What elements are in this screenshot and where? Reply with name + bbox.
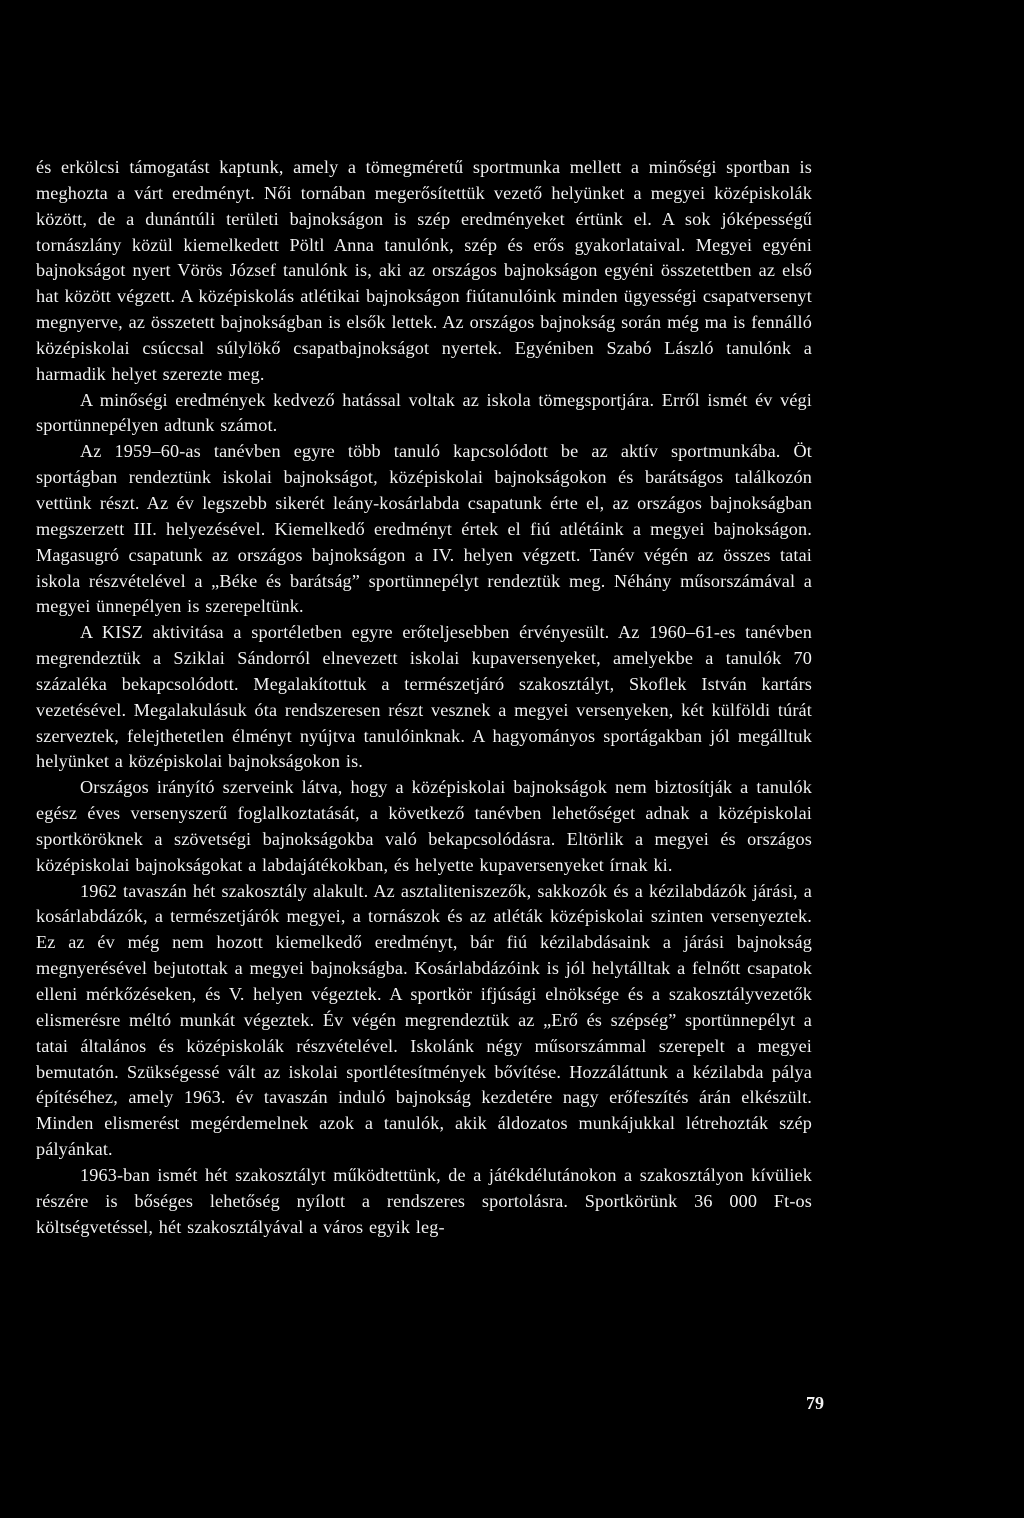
paragraph-1: és erkölcsi támogatást kaptunk, amely a tömegméretű sportmunka mellett a minőségi sportban is meghozta a várt eredményt. Női tornában megerősítettük vezető helyünket a megyei középiskolák között, de a dunántúli területi bajnokságon is szép eredményeket értünk el. A sok jóképességű tornászlány közül kiemelkedett Pöltl Anna tanulónk, szép és erős gyakorlataival. Megyei egyéni bajnokságot nyert Vörös József tanulónk is, aki az országos bajnokságon egyéni összetettben az első hat között végzett. A középiskolás atlétikai bajnokságon fiútanulóink minden ügyességi csapatversenyt megnyerve, az összetett bajnokságban is elsők lettek. Az országos bajnokság során még ma is fennálló középiskolai csúccsal súlylökő csapatbajnokságot nyertek. Egyéniben Szabó László tanulónk a harmadik helyet szerezte meg. [36, 157, 812, 384]
paragraph-2: A minőségi eredmények kedvező hatással voltak az iskola tömegsportjára. Erről ismét év végi sportünnepélyen adtunk számot. [36, 389, 812, 436]
paragraph-4: A KISZ aktivitása a sportéletben egyre erőteljesebben érvényesült. Az 1960–61-es tanévben megrendeztük a Sziklai Sándorról elnevezett iskolai kupaversenyeket, amelyekbe a tanulók 70 százaléka bekapcsolódott. Megalakítottuk a természetjáró szakosztályt, Skoflek István kartárs vezetésével. Megalakulásuk óta rendszeresen részt vesznek a megyei versenyeken, két külföldi túrát szerveztek, felejthetetlen élményt nyújtva tanulóinknak. A hagyományos sportágakban jól megálltuk helyünket a középiskolai bajnokságokon is. [36, 622, 812, 772]
page-number: 79 [806, 1393, 824, 1413]
paragraph-6: 1962 tavaszán hét szakosztály alakult. Az asztaliteniszezők, sakkozók és a kézilabdázók járási, a kosárlabdázók, a természetjárók megyei, a tornászok és az atléták középiskolai szinten versenyeztek. Ez az év még nem hozott kiemelkedő eredményt, bár fiú kézilabdásaink a járási bajnokság megnyerésével bejutottak a megyei bajnokságba. Kosárlabdázóink is jól helytálltak a felnőtt csapatok elleni mérkőzéseken, és V. helyen végeztek. A sportkör ifjúsági elnöksége és a szakosztályvezetők elismerésre méltó munkát végeztek. Év végén megrendeztük az „Erő és szépség” sportünnepélyt a tatai általános és középiskolák részvételével. Iskolánk négy műsorszámmal szerepelt a megyei bemutatón. Szükségessé vált az iskolai sportlétesítmények bővítése. Hozzáláttunk a kézilabda pálya építéséhez, amely 1963. év tavaszán induló bajnokság kezdetére nagy erőfeszítés árán elkészült. Minden elismerést megérdemelnek azok a tanulók, akik áldozatos munkájukkal létrehozták szép pályánkat. [36, 880, 812, 1160]
paragraph-5: Országos irányító szerveink látva, hogy a középiskolai bajnokságok nem biztosítják a tanulók egész éves versenyszerű foglalkoztatását, a következő tanévben lehetőséget adnak a középiskolai sportköröknek a szövetségi bajnokságokba való bekapcsolódásra. Eltörlik a megyei és országos középiskolai bajnokságokat a labdajátékokban, és helyette kupaversenyeket írnak ki. [36, 777, 812, 875]
paragraph-7: 1963-ban ismét hét szakosztályt működtettünk, de a játékdélutánokon a szakosztályon kívüliek részére is bőséges lehetőség nyílott a rendszeres sportolásra. Sportkörünk 36 000 Ft-os költségvetéssel, hét szakosztályával a város egyik leg- [36, 1164, 812, 1237]
paragraph-3: Az 1959–60-as tanévben egyre több tanuló kapcsolódott be az aktív sportmunkába. Öt sportágban rendeztünk iskolai bajnokságot, középiskolai bajnokságokon és barátságos találkozón vettünk részt. Az év legszebb sikerét leány-kosárlabda csapatunk érte el, az országos bajnokságban megszerzett III. helyezésével. Kiemelkedő eredményt értek el fiú atlétáink a megyei bajnokságon. Magasugró csapatunk az országos bajnokságon a IV. helyen végzett. Tanév végén az összes tatai iskola részvételével a „Béke és barátság” sportünnepélyt rendeztük meg. Néhány műsorszámával a megyei ünnepélyen is szerepeltünk. [36, 441, 812, 617]
body-text [36, 155, 812, 1240]
